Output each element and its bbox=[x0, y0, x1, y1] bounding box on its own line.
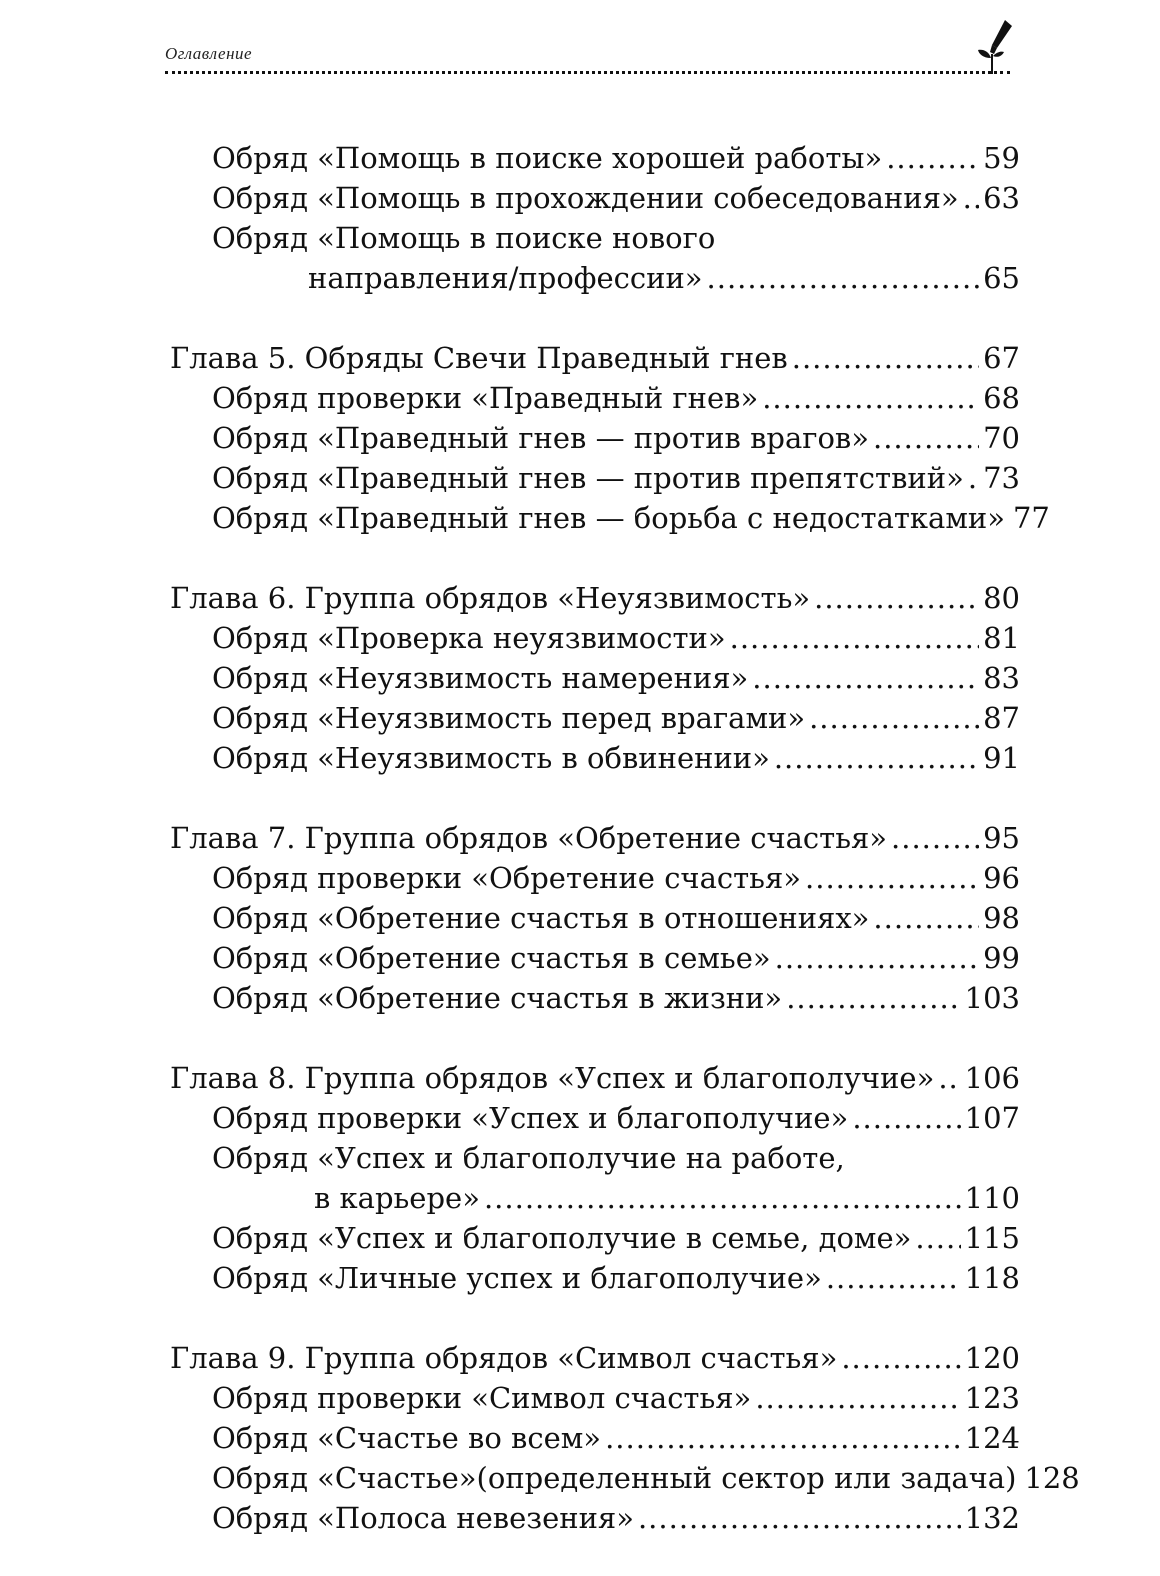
dot-leader bbox=[873, 418, 979, 458]
toc-page-number: 83 bbox=[983, 661, 1020, 695]
running-title: Оглавление bbox=[165, 44, 253, 63]
toc-entry-title: Глава 7. Группа обрядов «Обретение счастья» bbox=[170, 821, 888, 855]
toc-entry[interactable] bbox=[170, 1098, 1020, 1138]
toc-entry[interactable] bbox=[170, 1458, 1080, 1498]
toc-entry[interactable] bbox=[170, 858, 1020, 898]
toc-entry-title: Обряд проверки «Обретение счастья» bbox=[212, 861, 802, 895]
dot-leader bbox=[638, 1498, 961, 1538]
dot-leader bbox=[774, 738, 979, 778]
toc-entry-title: Обряд проверки «Символ счастья» bbox=[212, 1381, 752, 1415]
dot-leader bbox=[752, 658, 979, 698]
toc-entry-title: Обряд «Проверка неуязвимости» bbox=[212, 621, 726, 655]
toc-entry[interactable] bbox=[170, 938, 1020, 978]
toc-page-number: 81 bbox=[983, 621, 1020, 655]
toc-chapter-entry[interactable] bbox=[170, 578, 1020, 618]
section-spacer bbox=[170, 1018, 1020, 1058]
toc-entry-title: Обряд «Неуязвимость перед врагами» bbox=[212, 701, 806, 735]
dot-leader bbox=[852, 1098, 960, 1138]
dot-leader bbox=[968, 458, 979, 498]
toc-page-number: 118 bbox=[964, 1261, 1020, 1295]
toc-entry-title: Обряд «Праведный гнев — против препятствий» bbox=[212, 461, 964, 495]
toc-entry-title: Обряд «Неуязвимость в обвинении» bbox=[212, 741, 770, 775]
toc-entry-title: Глава 9. Группа обрядов «Символ счастья» bbox=[170, 1341, 838, 1375]
page-header bbox=[165, 40, 1010, 80]
toc-entry-title: Глава 8. Группа обрядов «Успех и благополучие» bbox=[170, 1061, 935, 1095]
dot-leader bbox=[809, 698, 979, 738]
toc-entry[interactable] bbox=[170, 1378, 1020, 1418]
dot-leader bbox=[775, 938, 979, 978]
toc-entry[interactable] bbox=[170, 258, 1020, 298]
toc-entry[interactable] bbox=[170, 218, 1020, 258]
toc-entry[interactable] bbox=[170, 138, 1020, 178]
toc-page-number: 65 bbox=[983, 261, 1020, 295]
toc-entry[interactable] bbox=[170, 458, 1020, 498]
toc-entry-title: Обряд «Помощь в поиске хорошей работы» bbox=[212, 141, 883, 175]
toc-page-number: 107 bbox=[964, 1101, 1020, 1135]
toc-entry-title: Обряд проверки «Праведный гнев» bbox=[212, 381, 759, 415]
toc-page-number: 70 bbox=[983, 421, 1020, 455]
toc-page-number: 128 bbox=[1024, 1461, 1080, 1495]
toc-entry-title: Обряд «Успех и благополучие в семье, доме» bbox=[212, 1221, 912, 1255]
toc-entry[interactable] bbox=[170, 1418, 1020, 1458]
toc-entry[interactable] bbox=[170, 1258, 1020, 1298]
toc-entry-title: Обряд «Счастье»(определенный сектор или задача) bbox=[212, 1461, 1017, 1495]
toc-entry[interactable] bbox=[170, 1218, 1020, 1258]
dot-leader bbox=[792, 338, 979, 378]
toc-entry-title: направления/профессии» bbox=[308, 261, 703, 295]
section-spacer bbox=[170, 298, 1020, 338]
toc-entry[interactable] bbox=[170, 978, 1020, 1018]
dot-leader bbox=[755, 1378, 960, 1418]
table-of-contents bbox=[170, 138, 1080, 1538]
toc-page-number: 95 bbox=[983, 821, 1020, 855]
toc-entry-title: Обряд «Неуязвимость намерения» bbox=[212, 661, 749, 695]
toc-entry[interactable] bbox=[170, 738, 1020, 778]
toc-entry-title: Обряд «Помощь в прохождении собеседования» bbox=[212, 181, 959, 215]
section-spacer bbox=[170, 778, 1020, 818]
toc-page-number: 106 bbox=[964, 1061, 1020, 1095]
toc-page-number: 132 bbox=[964, 1501, 1020, 1535]
toc-entry[interactable] bbox=[170, 498, 1050, 538]
toc-page-number: 98 bbox=[983, 901, 1020, 935]
toc-page-number: 68 bbox=[983, 381, 1020, 415]
toc-page-number: 124 bbox=[964, 1421, 1020, 1455]
toc-entry[interactable] bbox=[170, 178, 1020, 218]
dot-leader bbox=[707, 258, 980, 298]
toc-page-number: 91 bbox=[983, 741, 1020, 775]
toc-entry-title: Обряд «Полоса невезения» bbox=[212, 1501, 634, 1535]
toc-chapter-entry[interactable] bbox=[170, 818, 1020, 858]
toc-entry-title: Обряд «Обретение счастья в отношениях» bbox=[212, 901, 870, 935]
toc-page-number: 77 bbox=[1012, 501, 1050, 535]
dot-leader bbox=[915, 1218, 960, 1258]
toc-page-number: 80 bbox=[983, 581, 1020, 615]
toc-entry-title: Обряд «Счастье во всем» bbox=[212, 1421, 602, 1455]
dot-leader bbox=[730, 618, 979, 658]
toc-page-number: 103 bbox=[964, 981, 1020, 1015]
dot-leader bbox=[891, 818, 979, 858]
toc-page-number: 63 bbox=[983, 181, 1020, 215]
dot-leader bbox=[786, 978, 960, 1018]
toc-entry-title: Глава 5. Обряды Свечи Праведный гнев bbox=[170, 341, 788, 375]
toc-entry-title: Обряд проверки «Успех и благополучие» bbox=[212, 1101, 849, 1135]
toc-page-number: 99 bbox=[983, 941, 1020, 975]
toc-entry[interactable] bbox=[170, 658, 1020, 698]
toc-entry[interactable] bbox=[170, 698, 1020, 738]
toc-page-number: 123 bbox=[964, 1381, 1020, 1415]
toc-chapter-entry[interactable] bbox=[170, 1058, 1020, 1098]
toc-entry-title: Обряд «Праведный гнев — борьба с недостатками» bbox=[212, 501, 1005, 535]
dot-leader bbox=[605, 1418, 961, 1458]
toc-page-number: 110 bbox=[964, 1181, 1020, 1215]
dot-leader bbox=[484, 1178, 961, 1218]
dot-leader bbox=[963, 178, 979, 218]
toc-entry[interactable] bbox=[170, 618, 1020, 658]
toc-entry-title: Обряд «Помощь в поиске нового bbox=[212, 221, 716, 255]
toc-page-number: 115 bbox=[964, 1221, 1020, 1255]
toc-entry-title: Обряд «Обретение счастья в жизни» bbox=[212, 981, 783, 1015]
section-spacer bbox=[170, 538, 1020, 578]
toc-chapter-entry[interactable] bbox=[170, 1338, 1020, 1378]
section-spacer bbox=[170, 1298, 1020, 1338]
dot-leader bbox=[841, 1338, 960, 1378]
toc-page-number: 59 bbox=[983, 141, 1020, 175]
dot-leader bbox=[886, 138, 979, 178]
dot-leader bbox=[938, 1058, 960, 1098]
dot-leader bbox=[762, 378, 979, 418]
toc-entry[interactable] bbox=[170, 1138, 1020, 1178]
toc-entry[interactable] bbox=[170, 1178, 1020, 1218]
toc-entry-title: Обряд «Успех и благополучие на работе, bbox=[212, 1141, 845, 1175]
toc-entry[interactable] bbox=[170, 418, 1020, 458]
toc-entry[interactable] bbox=[170, 378, 1020, 418]
toc-entry[interactable] bbox=[170, 898, 1020, 938]
toc-entry-title: Глава 6. Группа обрядов «Неуязвимость» bbox=[170, 581, 811, 615]
toc-entry-title: Обряд «Личные успех и благополучие» bbox=[212, 1261, 822, 1295]
toc-entry-title: Обряд «Обретение счастья в семье» bbox=[212, 941, 771, 975]
pen-sprout-icon bbox=[975, 18, 1015, 76]
dot-leader bbox=[826, 1258, 961, 1298]
toc-page-number: 73 bbox=[983, 461, 1020, 495]
toc-entry[interactable] bbox=[170, 1498, 1020, 1538]
dot-leader bbox=[814, 578, 979, 618]
toc-page-number: 87 bbox=[983, 701, 1020, 735]
dot-leader bbox=[805, 858, 979, 898]
dotted-divider bbox=[165, 71, 1010, 74]
toc-page-number: 120 bbox=[964, 1341, 1020, 1375]
toc-page-number: 67 bbox=[983, 341, 1020, 375]
toc-entry-title: в карьере» bbox=[314, 1181, 480, 1215]
toc-page-number: 96 bbox=[983, 861, 1020, 895]
toc-entry-title: Обряд «Праведный гнев — против врагов» bbox=[212, 421, 869, 455]
toc-chapter-entry[interactable] bbox=[170, 338, 1020, 378]
dot-leader bbox=[873, 898, 979, 938]
